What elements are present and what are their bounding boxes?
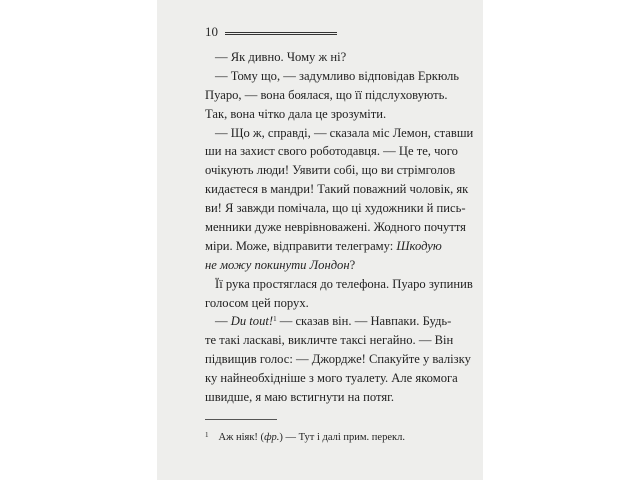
text-line: голосом цей порух.: [205, 295, 309, 310]
footnote-text: Аж ніяк! (: [218, 432, 265, 443]
text-line: [205, 237, 467, 256]
text-line: ку найнеобхідніше з мого туалету. Але якомога: [205, 371, 458, 386]
text-line: Так, вона чітко дала це зрозуміти.: [205, 106, 387, 121]
footnote-reference: 1: [273, 315, 277, 324]
text-run: — сказав він. — Навпаки. Будь-: [276, 314, 452, 329]
text-line: Пуаро, — вона боялася, що її підслуховують.: [205, 87, 448, 102]
italic-run: Du tout!: [230, 314, 274, 329]
book-page: [157, 0, 483, 480]
text-line: менники дуже неврівноважені. Жодного почуття: [205, 220, 466, 235]
footnote-mark: 1: [205, 431, 209, 439]
text-line: швидше, я маю встигнути на потяг.: [205, 390, 395, 405]
footnote: [205, 428, 467, 445]
text-line: підвищив голос: — Джордже! Спакуйте у валізку: [205, 352, 471, 367]
footnote-text: ) — Тут і далі прим. перекл.: [279, 432, 405, 443]
italic-run: Шкодую: [396, 238, 442, 253]
text-run: ?: [349, 257, 356, 272]
text-line: — Як дивно. Чому ж ні?: [215, 50, 347, 64]
text-run: —: [215, 314, 231, 329]
text-line: очікують люди! Уявити собі, що ви стрімголов: [205, 163, 456, 178]
footnote-italic: фр.: [264, 432, 280, 443]
text-line: — Тому що, — задумливо відповідав Еркюль: [215, 68, 460, 83]
text-line: ши на захист свого роботодавця. — Це те, чого: [205, 144, 458, 159]
text-line: те такі ласкаві, викличте таксі негайно. — Він: [205, 333, 454, 348]
body-text: [205, 48, 474, 407]
text-line: ви! Я завжди помічала, що ці художники й пись-: [205, 201, 466, 216]
text-line: кидаєтеся в мандри! Такий поважний чоловік, як: [205, 182, 469, 197]
text-run: міри. Може, відправити телеграму:: [205, 238, 397, 253]
text-line: Її рука простяглася до телефона. Пуаро зупинив: [215, 276, 473, 291]
text-line: [205, 312, 467, 331]
header-rule: [225, 32, 337, 35]
page-number: 10: [205, 24, 218, 39]
text-line: [205, 256, 467, 275]
footnote-rule: [205, 419, 277, 420]
page-header: [205, 24, 465, 40]
text-line: — Що ж, справді, — сказала міс Лемон, ставши: [215, 125, 474, 140]
italic-run: не можу покинути Лондон: [205, 257, 350, 272]
